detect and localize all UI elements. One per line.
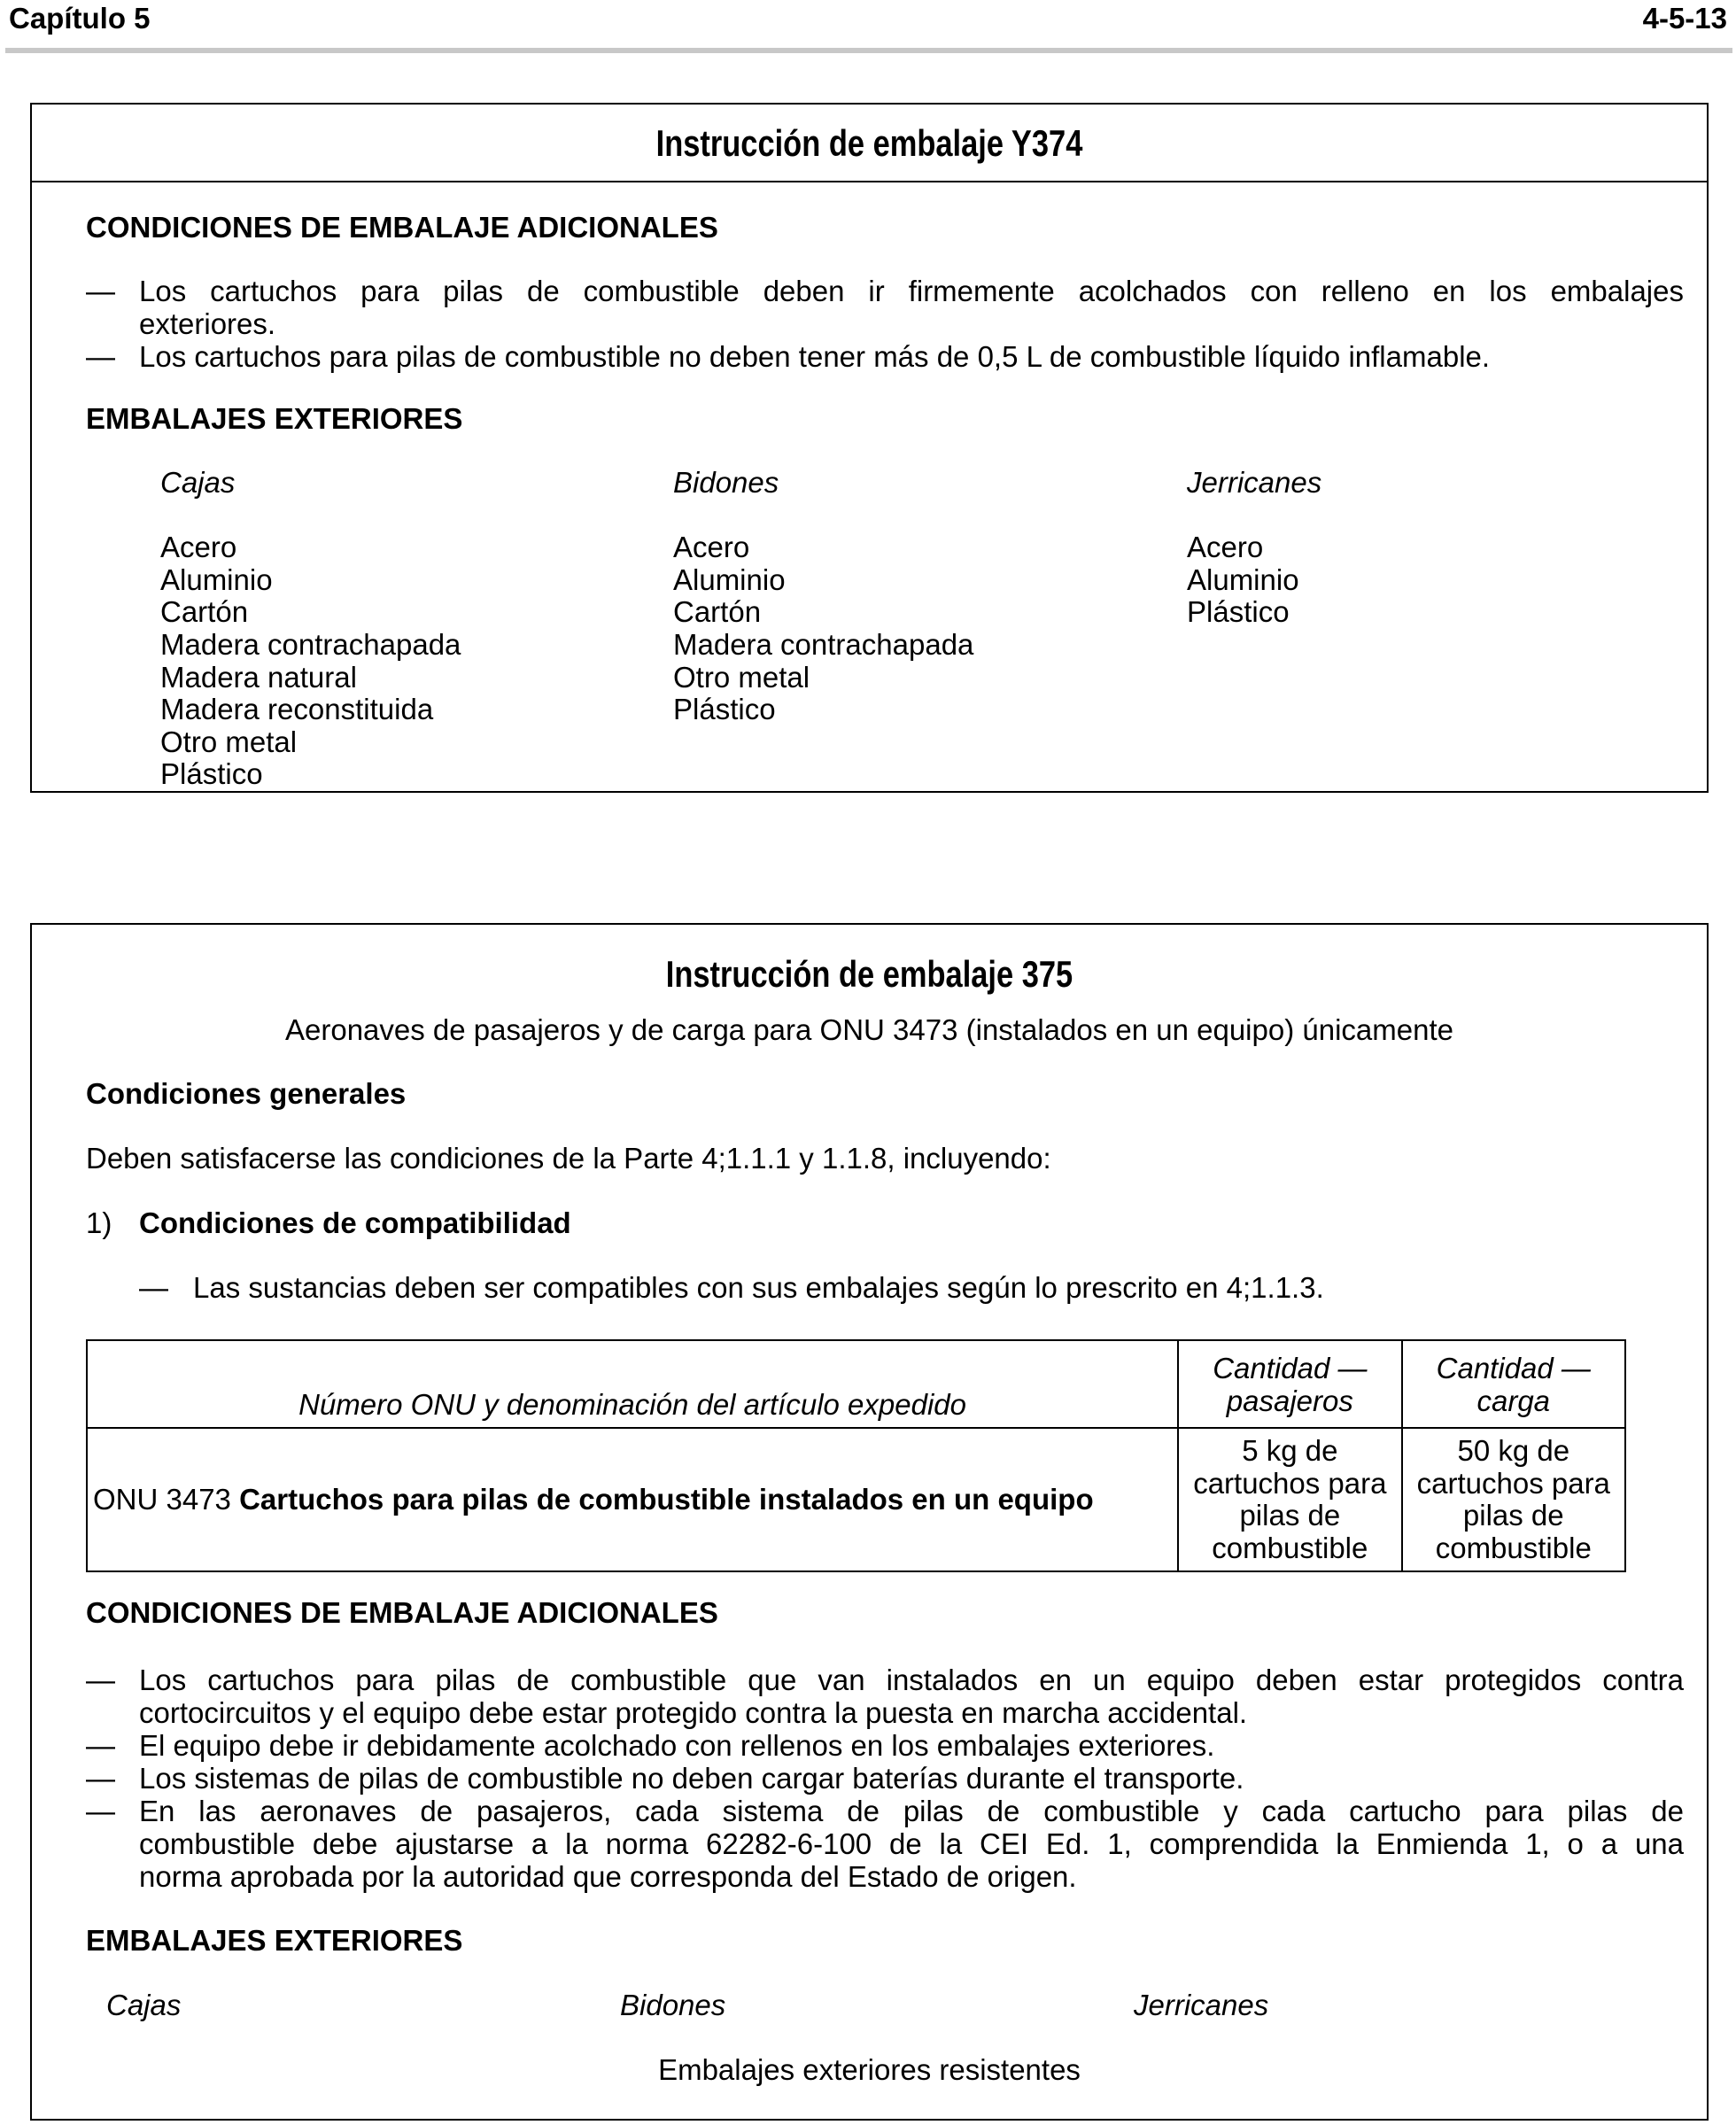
column-drums — [673, 467, 973, 726]
compatibility-number: 1) — [86, 1206, 112, 1239]
list-item: Madera contrachapada — [160, 627, 461, 661]
additional-condition-2: El equipo debe ir debidamente acolchado con rellenos en los embalajes exteriores. — [139, 1729, 1215, 1762]
cell-un-name — [87, 1428, 1178, 1571]
header-passenger-qty: Cantidad — pasajeros — [1178, 1340, 1401, 1428]
proper-shipping-name: Cartuchos para pilas de combustible instalados en un equipo — [239, 1483, 1094, 1516]
additional-condition-1-cont: exteriores. — [139, 307, 276, 340]
additional-condition-4: En las aeronaves de pasajeros, cada sistema de pilas de combustible y cada cartucho para pilas de — [139, 1795, 1684, 1827]
cell-cargo-qty: 50 kg de cartuchos para pilas de combustible — [1402, 1428, 1625, 1571]
list-item: Madera natural — [160, 660, 357, 694]
dash-bullet: — — [86, 1762, 115, 1795]
additional-condition-4-cont: combustible debe ajustarse a la norma 62282-6-100 de la CEI Ed. 1, comprendida la Enmienda 1, o a una — [139, 1827, 1684, 1860]
compatibility-item: Las sustancias deben ser compatibles con sus embalajes según lo prescrito en 4;1.1.3. — [193, 1271, 1324, 1304]
column-header-boxes: Cajas — [106, 1989, 182, 2021]
packing-instruction-y374 — [30, 103, 1709, 793]
column-header-jerricans: Jerricanes — [1134, 1989, 1269, 2021]
general-conditions-heading: Condiciones generales — [86, 1077, 407, 1110]
additional-condition-3: Los sistemas de pilas de combustible no deben cargar baterías durante el transporte. — [139, 1762, 1244, 1795]
list-item: Madera reconstituida — [160, 693, 434, 726]
dash-bullet: — — [86, 1729, 115, 1762]
list-item: Aluminio — [160, 562, 273, 596]
additional-condition-1: Los cartuchos para pilas de combustible deben ir firmemente acolchados con relleno en los embalajes — [139, 275, 1684, 307]
list-item: Plástico — [673, 693, 776, 726]
outer-packagings-note: Embalajes exteriores resistentes — [658, 2053, 1081, 2086]
list-item: Plástico — [1187, 595, 1290, 629]
outer-packagings-heading: EMBALAJES EXTERIORES — [86, 1924, 463, 1957]
column-header-drums: Bidones — [620, 1989, 726, 2021]
table-header-row — [87, 1340, 1625, 1428]
section-title: Instrucción de embalaje 375 — [665, 953, 1073, 995]
page-header — [9, 0, 1727, 35]
column-header-boxes: Cajas — [160, 466, 236, 499]
column-header-jerricans: Jerricanes — [1187, 466, 1322, 499]
header-rule — [5, 48, 1732, 53]
section-title: Instrucción de embalaje Y374 — [655, 122, 1083, 164]
table-row — [87, 1428, 1625, 1571]
cell-passenger-qty: 5 kg de cartuchos para pilas de combustible — [1178, 1428, 1401, 1571]
dash-bullet: — — [86, 275, 115, 307]
additional-conditions-heading: CONDICIONES DE EMBALAJE ADICIONALES — [86, 211, 718, 244]
page-number: 4-5-13 — [1642, 2, 1727, 35]
list-item: Acero — [1187, 531, 1264, 564]
list-item: Cartón — [673, 595, 762, 629]
additional-condition-2: Los cartuchos para pilas de combustible no deben tener más de 0,5 L de combustible líquido inflamable. — [139, 340, 1491, 373]
list-item: Otro metal — [673, 660, 810, 694]
compatibility-heading: Condiciones de compatibilidad — [139, 1206, 571, 1239]
header-un-name: Número ONU y denominación del artículo expedido — [87, 1340, 1178, 1428]
list-item: Acero — [160, 531, 237, 564]
list-item: Aluminio — [1187, 562, 1299, 596]
dash-bullet: — — [86, 1664, 115, 1696]
additional-condition-4-cont: norma aprobada por la autoridad que corresponda del Estado de origen. — [139, 1860, 1077, 1893]
list-item: Otro metal — [160, 725, 298, 758]
general-conditions-text: Deben satisfacerse las condiciones de la Parte 4;1.1.1 y 1.1.8, incluyendo: — [86, 1142, 1051, 1175]
list-item: Plástico — [160, 757, 263, 791]
quantity-table — [86, 1339, 1626, 1572]
additional-condition-1-cont: cortocircuitos y el equipo debe estar protegido contra la puesta en marcha accidental. — [139, 1696, 1248, 1729]
list-item: Acero — [673, 531, 750, 564]
column-boxes — [160, 467, 461, 791]
column-jerricans — [1187, 467, 1321, 629]
section-subtitle: Aeronaves de pasajeros y de carga para ONU 3473 (instalados en un equipo) únicamente — [285, 1013, 1453, 1046]
outer-packagings-heading: EMBALAJES EXTERIORES — [86, 402, 463, 435]
list-item: Aluminio — [673, 562, 786, 596]
additional-condition-1: Los cartuchos para pilas de combustible que van instalados en un equipo deben estar protegidos contra — [139, 1664, 1684, 1696]
header-cargo-qty: Cantidad — carga — [1402, 1340, 1625, 1428]
chapter-label: Capítulo 5 — [9, 2, 151, 35]
additional-conditions-heading: CONDICIONES DE EMBALAJE ADICIONALES — [86, 1596, 718, 1629]
list-item: Cartón — [160, 595, 249, 629]
dash-bullet: — — [86, 1795, 115, 1827]
un-number: ONU 3473 — [93, 1483, 231, 1516]
list-item: Madera contrachapada — [673, 627, 974, 661]
dash-bullet: — — [139, 1271, 168, 1304]
dash-bullet: — — [86, 340, 115, 373]
title-band — [32, 105, 1707, 182]
packing-instruction-375 — [30, 923, 1709, 2121]
column-header-drums: Bidones — [673, 466, 779, 499]
